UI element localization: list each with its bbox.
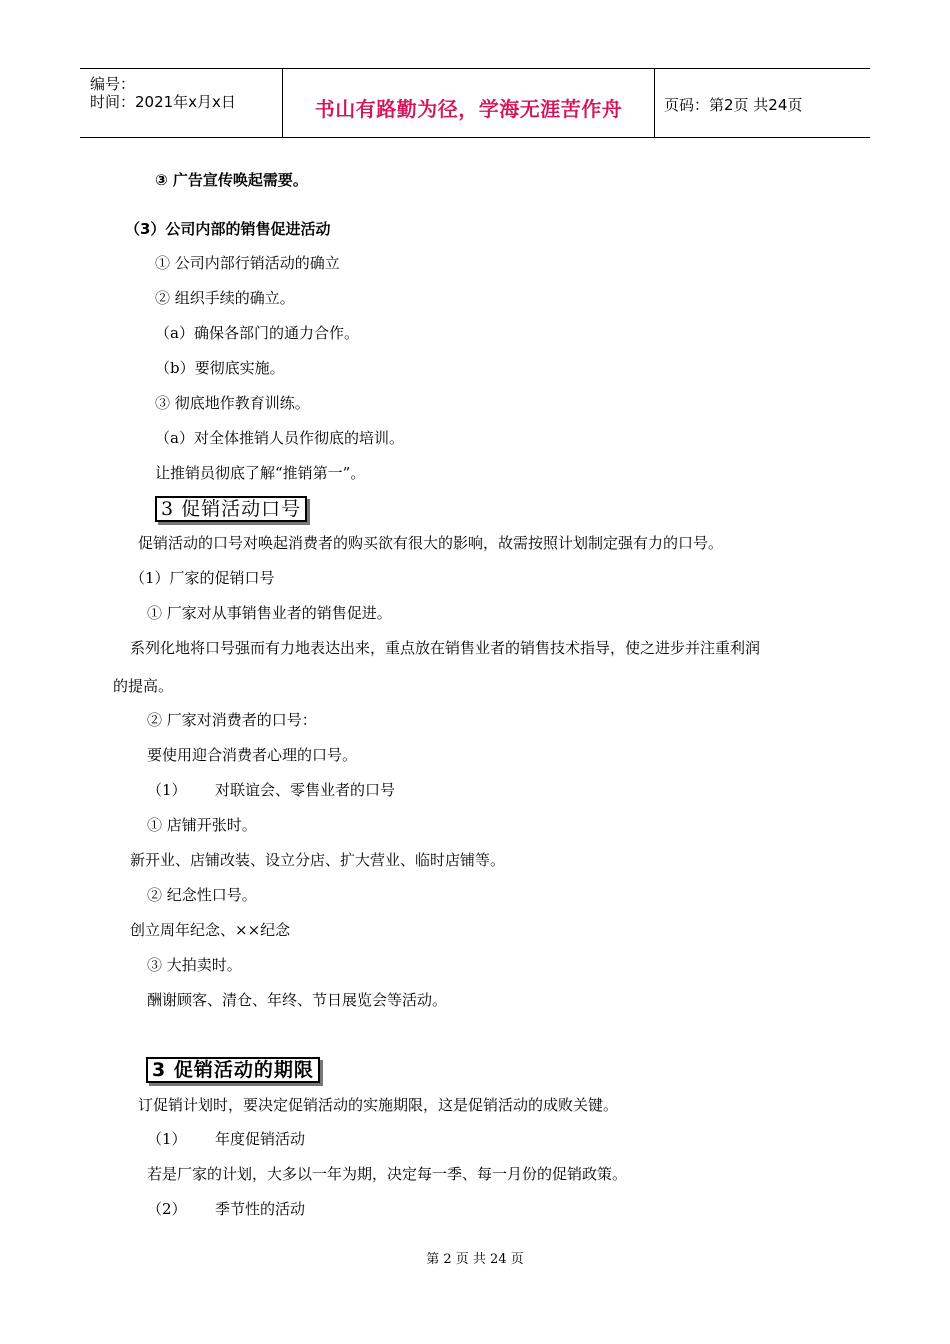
section-title-box: 3 促销活动口号 <box>155 496 307 522</box>
list-number: （2） <box>147 1200 187 1218</box>
paragraph: 让推销员彻底了解“推销第一”。 <box>155 464 366 482</box>
list-item: ② 厂家对消费者的口号： <box>147 711 317 729</box>
list-item: ② 纪念性口号。 <box>147 886 257 904</box>
list-item: ③ 广告宣传唤起需要。 <box>155 171 308 189</box>
header-page-cell <box>655 69 870 137</box>
section-heading: （3）公司内部的销售促进活动 <box>125 220 331 238</box>
list-item: （a）确保各部门的通力合作。 <box>155 324 359 342</box>
list-number: （1） <box>147 1130 187 1148</box>
document-date: 时间：2021年x月x日 <box>90 93 236 111</box>
list-item: ① 店铺开张时。 <box>147 816 257 834</box>
list-item: ② 组织手续的确立。 <box>155 289 295 307</box>
list-item: （b）要彻底实施。 <box>155 359 285 377</box>
paragraph: 订促销计划时，要决定促销活动的实施期限，这是促销活动的成败关键。 <box>138 1096 619 1114</box>
paragraph: 新开业、店铺改装、设立分店、扩大营业、临时店铺等。 <box>130 851 506 869</box>
list-item: ③ 彻底地作教育训练。 <box>155 394 310 412</box>
header-motto-cell <box>283 69 655 137</box>
section-title-box: 3 促销活动的期限 <box>146 1057 320 1083</box>
section-heading: （1）厂家的促销口号 <box>130 569 275 587</box>
paragraph: 系列化地将口号强而有力地表达出来，重点放在销售业者的销售技术指导，使之进步并注重利润 <box>130 639 761 657</box>
paragraph: 要使用迎合消费者心理的口号。 <box>147 746 358 764</box>
page-header <box>80 68 870 138</box>
paragraph: 若是厂家的计划，大多以一年为期，决定每一季、每一月份的促销政策。 <box>147 1165 628 1183</box>
list-item: ① 公司内部行销活动的确立 <box>155 254 340 272</box>
section-heading: 季节性的活动 <box>215 1200 306 1218</box>
list-number: （1） <box>147 781 187 799</box>
header-info-cell <box>80 69 283 137</box>
paragraph: 的提高。 <box>113 677 174 695</box>
section-heading: 年度促销活动 <box>215 1130 306 1148</box>
section-heading: 对联谊会、零售业者的口号 <box>215 781 396 799</box>
list-item: ③ 大拍卖时。 <box>147 956 242 974</box>
list-item: ① 厂家对从事销售业者的销售促进。 <box>147 604 392 622</box>
header-page-number: 页码：第2页 共24页 <box>664 96 803 114</box>
document-code: 编号： <box>90 75 136 93</box>
paragraph: 酬谢顾客、清仓、年终、节日展览会等活动。 <box>147 991 448 1009</box>
paragraph: 创立周年纪念、××纪念 <box>130 921 291 939</box>
page-footer: 第 2 页 共 24 页 <box>426 1252 524 1267</box>
paragraph: 促销活动的口号对唤起消费者的购买欲有很大的影响，故需按照计划制定强有力的口号。 <box>138 534 724 552</box>
header-motto: 书山有路勤为径，学海无涯苦作舟 <box>314 97 623 121</box>
list-item: （a）对全体推销人员作彻底的培训。 <box>155 429 404 447</box>
